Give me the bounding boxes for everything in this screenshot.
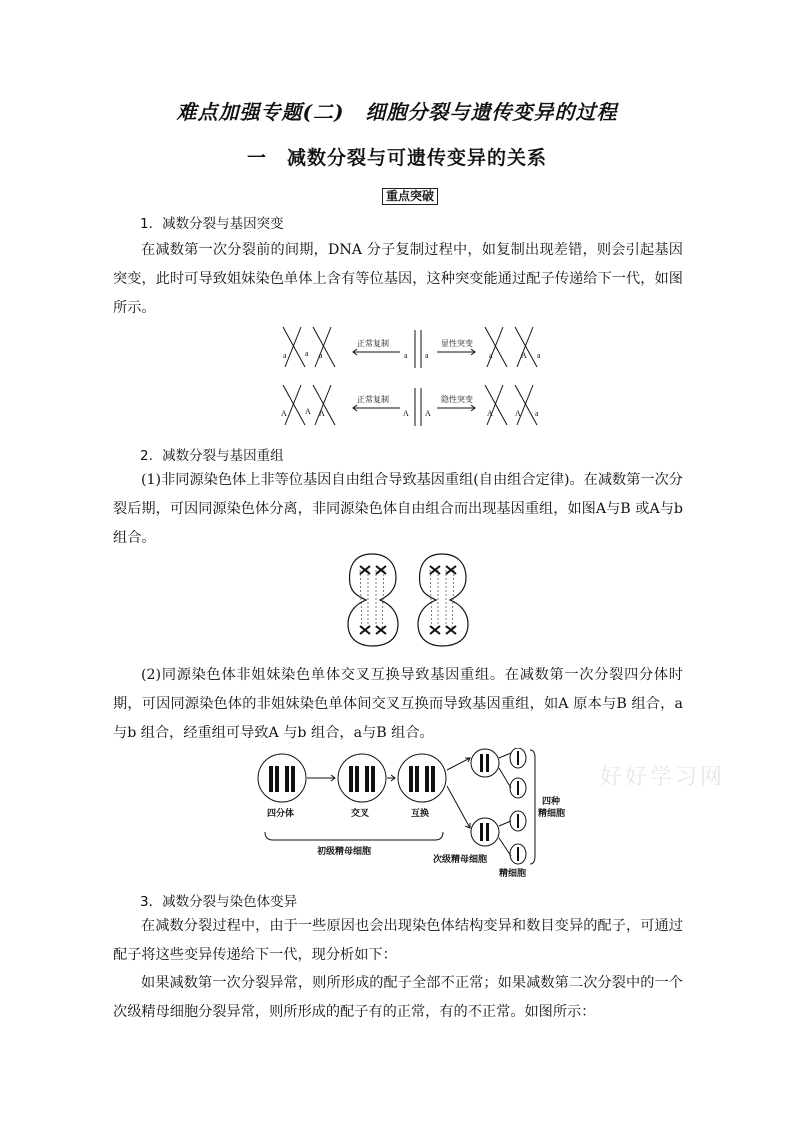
label-exchange: 互换: [411, 808, 430, 818]
gene-label: A: [319, 409, 325, 418]
label-four-kinds-spermatid: 精细胞: [538, 808, 566, 818]
label-cross: 交叉: [351, 808, 370, 818]
section-title: 一 减数分裂与可遗传变异的关系: [246, 147, 547, 169]
gene-label: A: [515, 409, 521, 418]
paragraph-crossing-over: (2)同源染色体非姐妹染色单体交叉互换导致基因重组。在减数第一次分裂四分体时期，可因同源染色体的非姐妹染色单体间交叉互换而导致基因重组，如A 原本与B 组合，a与b 组合，经重组可导致A 与b 组合，a与B 组合。: [113, 667, 683, 741]
gene-label: A: [305, 407, 311, 416]
gene-label: A: [403, 409, 409, 418]
heading-chromosome-variation: 3．减数分裂与染色体变异: [140, 894, 298, 910]
paragraph-meiosis-abnormal: 如果减数第一次分裂异常，则所形成的配子全部不正常；如果减数第二次分裂中的一个次级精母细胞分裂异常，则所形成的配子有的正常，有的不正常。如图所示：: [113, 975, 683, 1020]
gene-label: A: [425, 409, 431, 418]
label-recessive: 隐性突变: [441, 395, 473, 404]
label-primary-spermatocyte: 初级精母细胞: [317, 846, 372, 856]
paragraph-chromosome-variation: 在减数分裂过程中，由于一些原因也会出现染色体结构变异和数目变异的配子，可通过配子将这些变异传递给下一代，现分析如下：: [113, 918, 683, 963]
watermark: 好好学习网: [600, 765, 726, 790]
heading-gene-mutation: 1．减数分裂与基因突变: [140, 216, 284, 232]
gene-mutation-figure: [275, 322, 555, 432]
gene-label: A: [281, 409, 287, 418]
label-dominant: 显性突变: [441, 339, 473, 348]
gene-label: a: [535, 409, 539, 418]
gene-label: a: [489, 351, 493, 360]
label-normal-2: 正常复制: [357, 395, 389, 404]
heading-gene-recombination: 2．减数分裂与基因重组: [140, 448, 284, 464]
crossing-over-figure: [255, 748, 585, 880]
cell-division-figure: [342, 550, 472, 650]
gene-label: a: [283, 351, 287, 360]
gene-label: a: [305, 349, 309, 358]
page-title: 难点加强专题(二) 细胞分裂与遗传变异的过程: [176, 100, 618, 124]
label-spermatid: 精细胞: [499, 868, 527, 878]
label-four-kinds: 四种: [542, 796, 561, 806]
gene-label: a: [319, 351, 323, 360]
label-secondary-spermatocyte: 次级精母细胞: [433, 854, 488, 864]
paragraph-independent-assortment: (1)非同源染色体上非等位基因自由组合导致基因重组(自由组合定律)。在减数第一次分裂后期，可因同源染色体分离，非同源染色体自由组合而出现基因重组，如图A与B 或A与b 组合。: [113, 472, 683, 546]
gene-label: A: [487, 409, 493, 418]
label-tetrad: 四分体: [267, 808, 295, 818]
gene-label: a: [537, 351, 541, 360]
key-points-badge: 重点突破: [382, 188, 438, 205]
paragraph-gene-mutation: 在减数第一次分裂前的间期，DNA 分子复制过程中，如复制出现差错，则会引起基因突变，此时可导致姐妹染色单体上含有等位基因，这种突变能通过配子传递给下一代，如图所示。: [113, 242, 683, 316]
label-normal-1: 正常复制: [357, 339, 389, 348]
gene-label: a: [404, 351, 408, 360]
gene-label: a: [425, 351, 429, 360]
gene-label: A: [521, 351, 527, 360]
